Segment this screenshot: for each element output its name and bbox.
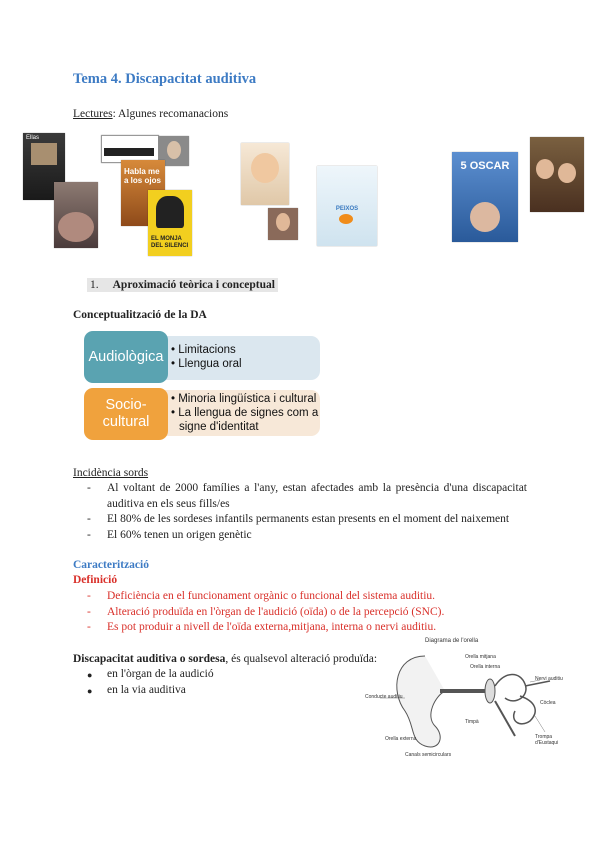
conceptualitzacio-heading: Conceptualització de la DA (73, 309, 207, 321)
page-title: Tema 4. Discapacitat auditiva (73, 71, 257, 87)
list-item: - El 80% de les sordeses infantils permanents estan presents en el moment del naixement (87, 513, 510, 525)
book-cover-text: Ellas (26, 135, 40, 141)
list-item: ● en l'òrgan de la audició (87, 668, 214, 680)
lectures-label: Lectures (73, 108, 113, 120)
discapacitat-bold: Discapacitat auditiva o sordesa (73, 653, 226, 665)
ear-label: Trompa d'Eustaqui (535, 734, 559, 746)
list-item-text: Es pot produir a nivell de l'oïda externa,mitjana, interna o nervi auditiu. (107, 621, 437, 633)
lectures-line (73, 108, 228, 120)
definicio-list (87, 589, 527, 636)
ear-label: Còclea (540, 700, 556, 706)
book-cover-image (268, 208, 298, 240)
book-cover-image (148, 190, 192, 256)
caracteritzacio-heading: Caracterització (73, 559, 149, 571)
ear-diagram-image (365, 636, 565, 762)
book-cover-image (241, 143, 289, 205)
section-heading (87, 278, 278, 292)
list-item-text: Al voltant de 2000 famílies a l'any, estan afectades amb la presència d'una discapacitat auditiva en els seus fills/es (107, 482, 527, 510)
ear-label: Timpà (465, 719, 479, 725)
sociocultural-box (84, 388, 168, 440)
book-cover-text: PEIXOS (335, 206, 359, 212)
ear-label: Orella mitjana (465, 654, 496, 660)
book-cover-image (317, 166, 377, 246)
book-cover-image (54, 182, 98, 248)
ear-label: Canals semicirculars (405, 752, 452, 758)
list-item: - Al voltant de 2000 famílies a l'any, estan afectades amb la presència d'una discapacitat auditiva en els seus fills/es (87, 482, 527, 510)
incidencia-heading (73, 466, 148, 482)
list-item-text: El 60% tenen un origen genètic (107, 528, 252, 541)
sociocultural-label: Socio- (105, 397, 147, 414)
incidencia-list (87, 481, 527, 543)
list-item-text: Deficiència en el funcionament orgànic o funcional del sistema auditiu. (107, 590, 436, 602)
ear-label: Conducte auditiu (365, 694, 403, 700)
book-cover-text: 5 OSCAR (460, 160, 510, 172)
sociocultural-item: • La llengua de signes com a signe d'identitat (171, 406, 319, 433)
book-cover-image (530, 137, 584, 212)
ear-label: Orella interna (470, 664, 501, 670)
ear-label: Orella externa (385, 736, 417, 742)
list-item: - Deficiència en el funcionament orgànic o funcional del sistema auditiu. (87, 590, 436, 602)
list-item: - Es pot produir a nivell de l'oïda externa,mitjana, interna o nervi auditiu. (87, 621, 437, 633)
audiologica-box (84, 331, 168, 383)
definicio-heading: Definició (73, 574, 118, 586)
book-cover-text: EL MONJA DEL SILENCI (151, 236, 189, 249)
list-item-text: Alteració produïda en l'òrgan de l'audició (oïda) o de la percepció (SNC). (107, 605, 445, 618)
ear-label: Nervi auditiu (535, 676, 563, 682)
discapacitat-list (87, 667, 214, 698)
sociocultural-label: cultural (102, 414, 150, 430)
list-item-text: El 80% de les sordeses infantils permanents estan presents en el moment del naixement (107, 513, 510, 525)
list-item-text: en la via auditiva (107, 683, 186, 696)
list-item: - El 60% tenen un origen genètic (87, 528, 252, 541)
section-label: Aproximació teòrica i conceptual (112, 279, 275, 291)
book-cover-text: Habla me a los ojos (124, 167, 161, 185)
discapacitat-rest: , és qualsevol alteració produïda: (225, 653, 378, 665)
book-cover-image (452, 152, 518, 242)
ear-label: Diagrama de l'orella (425, 638, 479, 644)
sociocultural-item: • Minoria lingüística i cultural (171, 393, 317, 405)
incidencia-label: Incidència sords (73, 467, 149, 479)
list-item: - Alteració produïda en l'òrgan de l'audició (oïda) o de la percepció (SNC). (87, 605, 445, 618)
audiologica-item: • Limitacions (171, 344, 236, 356)
discapacitat-line (73, 652, 377, 668)
lectures-rest: : Algunes recomanacions (112, 108, 229, 120)
book-cover-image (101, 135, 159, 163)
audiologica-item: • Llengua oral (171, 357, 242, 370)
list-item-text: en l'òrgan de la audició (107, 668, 214, 680)
list-item: ● en la via auditiva (87, 683, 186, 696)
section-number: 1. (90, 279, 99, 291)
audiologica-label: Audiològica (88, 348, 164, 365)
